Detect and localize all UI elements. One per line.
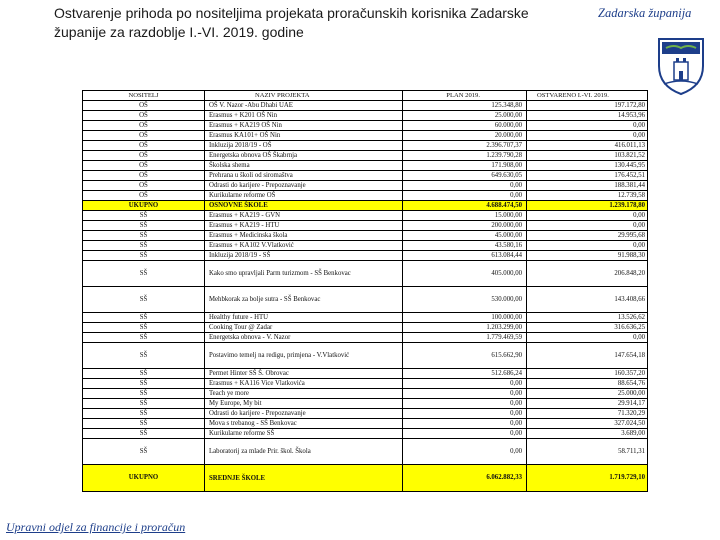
table-row: [83, 121, 647, 131]
holder-cell: OŠ: [83, 101, 205, 110]
holder-cell: OŠ: [83, 171, 205, 180]
project-cell: Erasmus + KA219 - HTU: [205, 221, 403, 230]
plan-cell: 4.688.474,50: [403, 201, 527, 210]
holder-cell: SŠ: [83, 333, 205, 342]
plan-cell: 613.084,44: [403, 251, 527, 260]
county-name: Zadarska županija: [598, 6, 692, 20]
project-cell: Energetska obnova OŠ Škabrnja: [205, 151, 403, 160]
plan-cell: 1.203.299,00: [403, 323, 527, 332]
table-row: [83, 131, 647, 141]
actual-cell: 1.239.178,80: [609, 201, 645, 209]
column-header-project: NAZIV PROJEKTA: [205, 91, 403, 100]
holder-cell: OŠ: [83, 121, 205, 130]
actual-cell: 0,00: [633, 121, 645, 129]
actual-cell: 416.011,13: [614, 141, 645, 149]
holder-cell: SŠ: [83, 399, 205, 408]
actual-cell: 0,00: [633, 333, 645, 341]
project-cell: Healthy future - HTU: [205, 313, 403, 322]
project-cell: Energetska obnova - V. Nazor: [205, 333, 403, 342]
holder-cell: OŠ: [83, 161, 205, 170]
plan-cell: 1.239.790,28: [403, 151, 527, 160]
page-title: Ostvarenje prihoda po nositeljima projekata proračunskih korisnika Zadarske županije za razdoblje I.-VI. 2019. godine: [54, 5, 529, 40]
holder-cell: SŠ: [83, 343, 205, 368]
table-row: [83, 261, 647, 287]
plan-cell: 200.000,00: [403, 221, 527, 230]
holder-cell: SŠ: [83, 409, 205, 418]
department-footer: Upravni odjel za financije i proračun: [6, 520, 186, 534]
project-cell: Cooking Tour @ Zadar: [205, 323, 403, 332]
project-cell: Inkluzija 2018/19 - SŠ: [205, 251, 403, 260]
total-row: [83, 465, 647, 491]
actual-cell: 29.914,17: [617, 399, 645, 407]
project-cell: SREDNJE ŠKOLE: [205, 465, 403, 491]
table-row: [83, 389, 647, 399]
holder-cell: SŠ: [83, 379, 205, 388]
holder-cell: SŠ: [83, 389, 205, 398]
plan-cell: 0,00: [403, 389, 527, 398]
project-cell: Odrasti do karijere - Prepoznavanje: [205, 409, 403, 418]
actual-cell: 71.320,29: [617, 409, 645, 417]
coat-of-arms-icon: [656, 36, 706, 96]
holder-cell: SŠ: [83, 419, 205, 428]
project-cell: Erasmus + KA219 OŠ Nin: [205, 121, 403, 130]
actual-cell: 176.452,51: [614, 171, 645, 179]
plan-cell: 649.630,05: [403, 171, 527, 180]
table-row: [83, 251, 647, 261]
holder-cell: OŠ: [83, 151, 205, 160]
table-row: [83, 419, 647, 429]
project-cell: Laboratorij za mlade Prir. škol. Škola: [205, 439, 403, 464]
table-row: [83, 241, 647, 251]
table-row: [83, 323, 647, 333]
plan-cell: 0,00: [403, 429, 527, 438]
actual-cell: 12.739,58: [617, 191, 645, 199]
project-cell: Odrasti do karijere - Prepoznavanje: [205, 181, 403, 190]
table-row: [83, 151, 647, 161]
table-row: [83, 111, 647, 121]
plan-cell: 20.000,00: [403, 131, 527, 140]
project-cell: Permet Hinter SŠ Š. Obrovac: [205, 369, 403, 378]
project-cell: Erasmus + KA219 - GVN: [205, 211, 403, 220]
project-cell: Kako smo upravljali Parm turizmom - SŠ Benkovac: [205, 261, 403, 286]
holder-cell: UKUPNO: [83, 201, 205, 210]
plan-cell: 125.348,80: [403, 101, 527, 110]
table-row: [83, 141, 647, 151]
actual-cell: 3.689,00: [621, 429, 645, 437]
actual-cell: 13.526,62: [617, 313, 645, 321]
actual-cell: 0,00: [633, 211, 645, 219]
project-cell: Erasmus + KA116 Vice Vlatkovića: [205, 379, 403, 388]
plan-cell: 0,00: [403, 191, 527, 200]
plan-cell: 25.000,00: [403, 111, 527, 120]
holder-cell: SŠ: [83, 231, 205, 240]
project-cell: Postavimo temelj na redigu, primjena - V.Vlatković: [205, 343, 403, 368]
table-row: [83, 171, 647, 181]
plan-cell: 615.662,90: [403, 343, 527, 368]
table-row: [83, 191, 647, 201]
actual-cell: 130.445,95: [614, 161, 645, 169]
project-cell: Erasmus KA101+ OŠ Nin: [205, 131, 403, 140]
table-body: [83, 101, 647, 491]
actual-cell: 160.357,20: [614, 369, 645, 377]
plan-cell: 0,00: [403, 409, 527, 418]
table-row: [83, 429, 647, 439]
actual-cell: 103.821,52: [614, 151, 645, 159]
holder-cell: SŠ: [83, 221, 205, 230]
table-row: [83, 409, 647, 419]
table-row: [83, 161, 647, 171]
plan-cell: 45.000,00: [403, 231, 527, 240]
column-header-actual: OSTVARENO I.-VI. 2019.: [537, 91, 609, 99]
holder-cell: OŠ: [83, 131, 205, 140]
actual-cell: 197.172,80: [614, 101, 645, 109]
holder-cell: SŠ: [83, 261, 205, 286]
actual-cell: 1.719.729,10: [609, 474, 645, 482]
project-cell: Inkluzija 2018/19 - OŠ: [205, 141, 403, 150]
plan-cell: 100.000,00: [403, 313, 527, 322]
table-row: [83, 101, 647, 111]
holder-cell: SŠ: [83, 241, 205, 250]
plan-cell: 530.000,00: [403, 287, 527, 312]
actual-cell: 0,00: [633, 221, 645, 229]
holder-cell: SŠ: [83, 429, 205, 438]
table-row: [83, 287, 647, 313]
holder-cell: OŠ: [83, 181, 205, 190]
holder-cell: OŠ: [83, 141, 205, 150]
holder-cell: OŠ: [83, 111, 205, 120]
table-row: [83, 399, 647, 409]
project-cell: Prehrana u školi od siromaštva: [205, 171, 403, 180]
actual-cell: 188.381,44: [614, 181, 645, 189]
project-cell: Kurikularne reforme OŠ: [205, 191, 403, 200]
actual-cell: 327.024,50: [614, 419, 645, 427]
table-row: [83, 333, 647, 343]
actual-cell: 316.636,25: [614, 323, 645, 331]
table-row: [83, 231, 647, 241]
actual-cell: 25.000,00: [617, 389, 645, 397]
column-header-plan: PLAN 2019.: [403, 91, 527, 100]
project-cell: Erasmus + K201 OŠ Nin: [205, 111, 403, 120]
actual-cell: 91.988,30: [617, 251, 645, 259]
plan-cell: 2.396.707,37: [403, 141, 527, 150]
plan-cell: 15.000,00: [403, 211, 527, 220]
holder-cell: SŠ: [83, 439, 205, 464]
table-row: [83, 439, 647, 465]
table-row: [83, 211, 647, 221]
income-table: [82, 90, 648, 492]
plan-cell: 6.062.882,33: [403, 465, 527, 491]
holder-cell: SŠ: [83, 313, 205, 322]
holder-cell: SŠ: [83, 369, 205, 378]
project-cell: Mova s trebanog - SŠ Benkovac: [205, 419, 403, 428]
project-cell: My Europe, My bit: [205, 399, 403, 408]
plan-cell: 1.779.469,59: [403, 333, 527, 342]
plan-cell: 0,00: [403, 399, 527, 408]
total-row: [83, 201, 647, 211]
actual-cell: 14.953,96: [617, 111, 645, 119]
actual-cell: 29.995,68: [617, 231, 645, 239]
holder-cell: SŠ: [83, 287, 205, 312]
actual-cell: 0,00: [633, 131, 645, 139]
table-row: [83, 379, 647, 389]
project-cell: Kurikularne reforme SŠ: [205, 429, 403, 438]
plan-cell: 0,00: [403, 439, 527, 464]
holder-cell: OŠ: [83, 191, 205, 200]
plan-cell: 512.686,24: [403, 369, 527, 378]
table-header: [83, 91, 647, 101]
table-row: [83, 221, 647, 231]
actual-cell: 0,00: [633, 241, 645, 249]
table-row: [83, 313, 647, 323]
table-row: [83, 343, 647, 369]
holder-cell: SŠ: [83, 251, 205, 260]
holder-cell: SŠ: [83, 323, 205, 332]
plan-cell: 60.000,00: [403, 121, 527, 130]
actual-cell: 58.711,31: [618, 447, 645, 455]
holder-cell: SŠ: [83, 211, 205, 220]
plan-cell: 43.580,16: [403, 241, 527, 250]
actual-cell: 88.654,76: [617, 379, 645, 387]
plan-cell: 171.908,00: [403, 161, 527, 170]
plan-cell: 0,00: [403, 419, 527, 428]
plan-cell: 0,00: [403, 181, 527, 190]
table-row: [83, 181, 647, 191]
project-cell: OŠ V. Nazor -Abu Dhabi UAE: [205, 101, 403, 110]
plan-cell: 405.000,00: [403, 261, 527, 286]
project-cell: Teach ye more: [205, 389, 403, 398]
holder-cell: UKUPNO: [83, 465, 205, 491]
project-cell: Erasmus + KA102 V.Vlatković: [205, 241, 403, 250]
project-cell: Erasmus + Medicinska škola: [205, 231, 403, 240]
table-row: [83, 369, 647, 379]
project-cell: Mehbkorak za bolje sutra - SŠ Benkovac: [205, 287, 403, 312]
actual-cell: 143.408,66: [614, 295, 645, 303]
actual-cell: 206.848,20: [614, 269, 645, 277]
project-cell: Školska shema: [205, 161, 403, 170]
column-header-holder: NOSITELJ: [83, 91, 205, 100]
project-cell: OSNOVNE ŠKOLE: [205, 201, 403, 210]
actual-cell: 147.654,18: [614, 351, 645, 359]
plan-cell: 0,00: [403, 379, 527, 388]
